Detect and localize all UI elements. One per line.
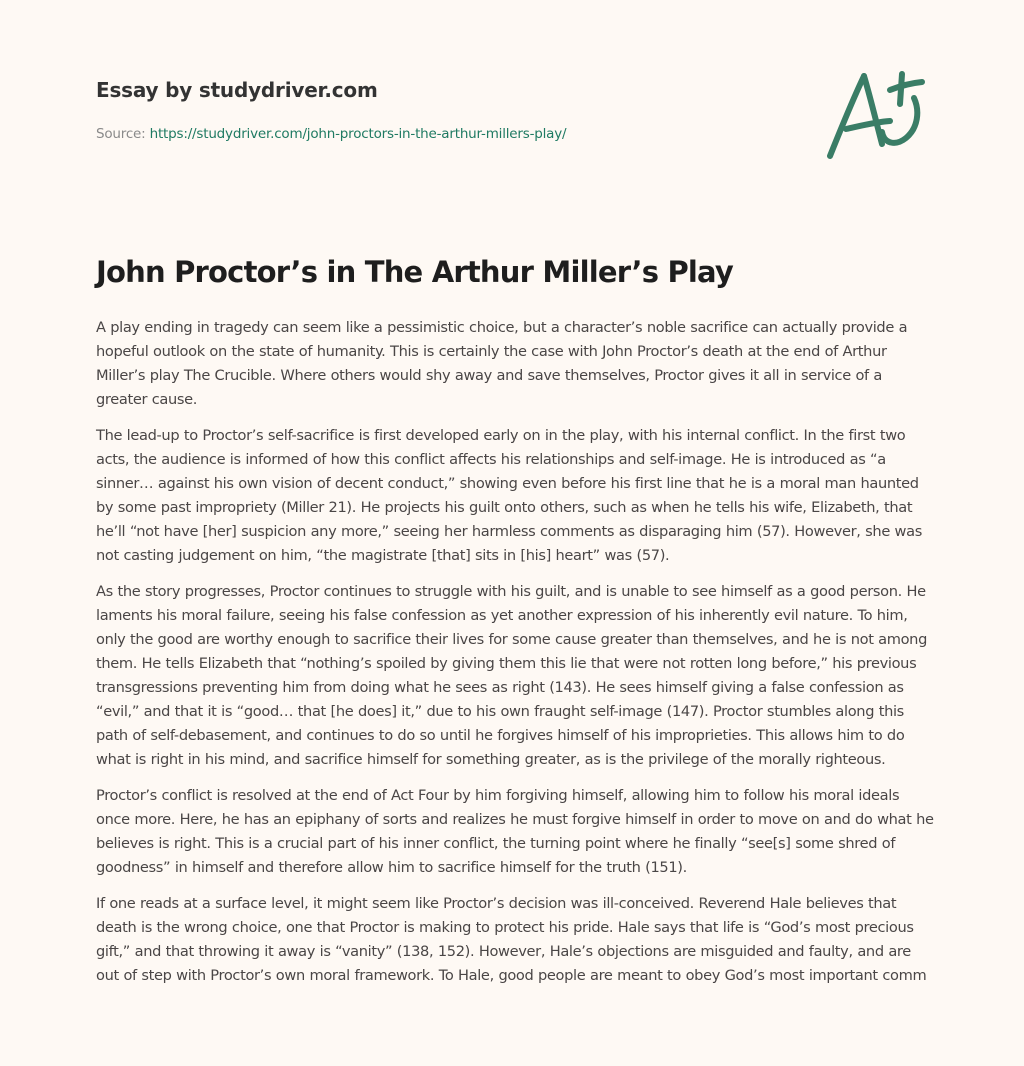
paragraph-4: Proctor’s conflict is resolved at the end of Act Four by him forgiving himself, allowing him to follow his moral ideals once more. Here, he has an epiphany of sorts and realizes he must forgive himself in order to move on and do what he believes is right. This is a crucial part of his inner conflict, the turning point where he finally “see[s] some shred of goodness” in himself and therefore allow him to sacrifice himself for the truth (151). [96,787,934,876]
page-header [96,76,796,144]
article-title: John Proctor’s in The Arthur Miller’s Play [96,255,734,289]
paragraph-5: If one reads at a surface level, it might seem like Proctor’s decision was ill-conceived. Reverend Hale believes that death is the wrong choice, one that Proctor is making to protect his pride. Hale says that life is “God’s most precious gift,” and that throwing it away is “vanity” (138, 152). However, Hale’s objections are misguided and faulty, and are out of step with Proctor’s own moral framework. To Hale, good people are meant to obey God’s most important comm [96,895,927,984]
site-title: Essay by studydriver.com [96,78,378,102]
paragraph-3: As the story progresses, Proctor continues to struggle with his guilt, and is unable to see himself as a good person. He laments his moral failure, seeing his false confession as yet another expression of his inherently evil nature. To him, only the good are worthy enough to sacrifice their lives for some cause greater than themselves, and he is not among them. He tells Elizabeth that “nothing’s spoiled by giving them this lie that were not rotten long before,” his previous transgressions preventing him from doing what he sees as right (143). He sees himself giving a false confession as “evil,” and that it is “good… that [he does] it,” due to his own fraught self-image (147). Proctor stumbles along this path of self-debasement, and continues to do so until he forgives himself of his improprieties. This allows him to do what is right in his mind, and sacrifice himself for something greater, as is the privilege of the morally righteous. [96,583,927,768]
source-link[interactable]: https://studydriver.com/john-proctors-in-the-arthur-millers-play/ [149,126,567,142]
source-line [96,124,796,144]
a-plus-grade-icon [820,66,930,166]
source-label: Source: [96,126,146,142]
paragraph-2: The lead-up to Proctor’s self-sacrifice is first developed early on in the play, with his internal conflict. In the first two acts, the audience is informed of how this conflict affects his relationships and self-image. He is introduced as “a sinner… against his own vision of decent conduct,” showing even before his first line that he is a moral man haunted by some past impropriety (Miller 21). He projects his guilt onto others, such as when he tells his wife, Elizabeth, that he’ll “not have [her] suspicion any more,” seeing her harmless comments as disparaging him (57). However, she was not casting judgement on him, “the magistrate [that] sits in [his] heart” was (57). [96,427,922,564]
essay-article [96,252,936,1000]
paragraph-1: A play ending in tragedy can seem like a pessimistic choice, but a character’s noble sacrifice can actually provide a hopeful outlook on the state of humanity. This is certainly the case with John Proctor’s death at the end of Arthur Miller’s play The Crucible. Where others would shy away and save themselves, Proctor gives it all in service of a greater cause. [96,319,908,408]
